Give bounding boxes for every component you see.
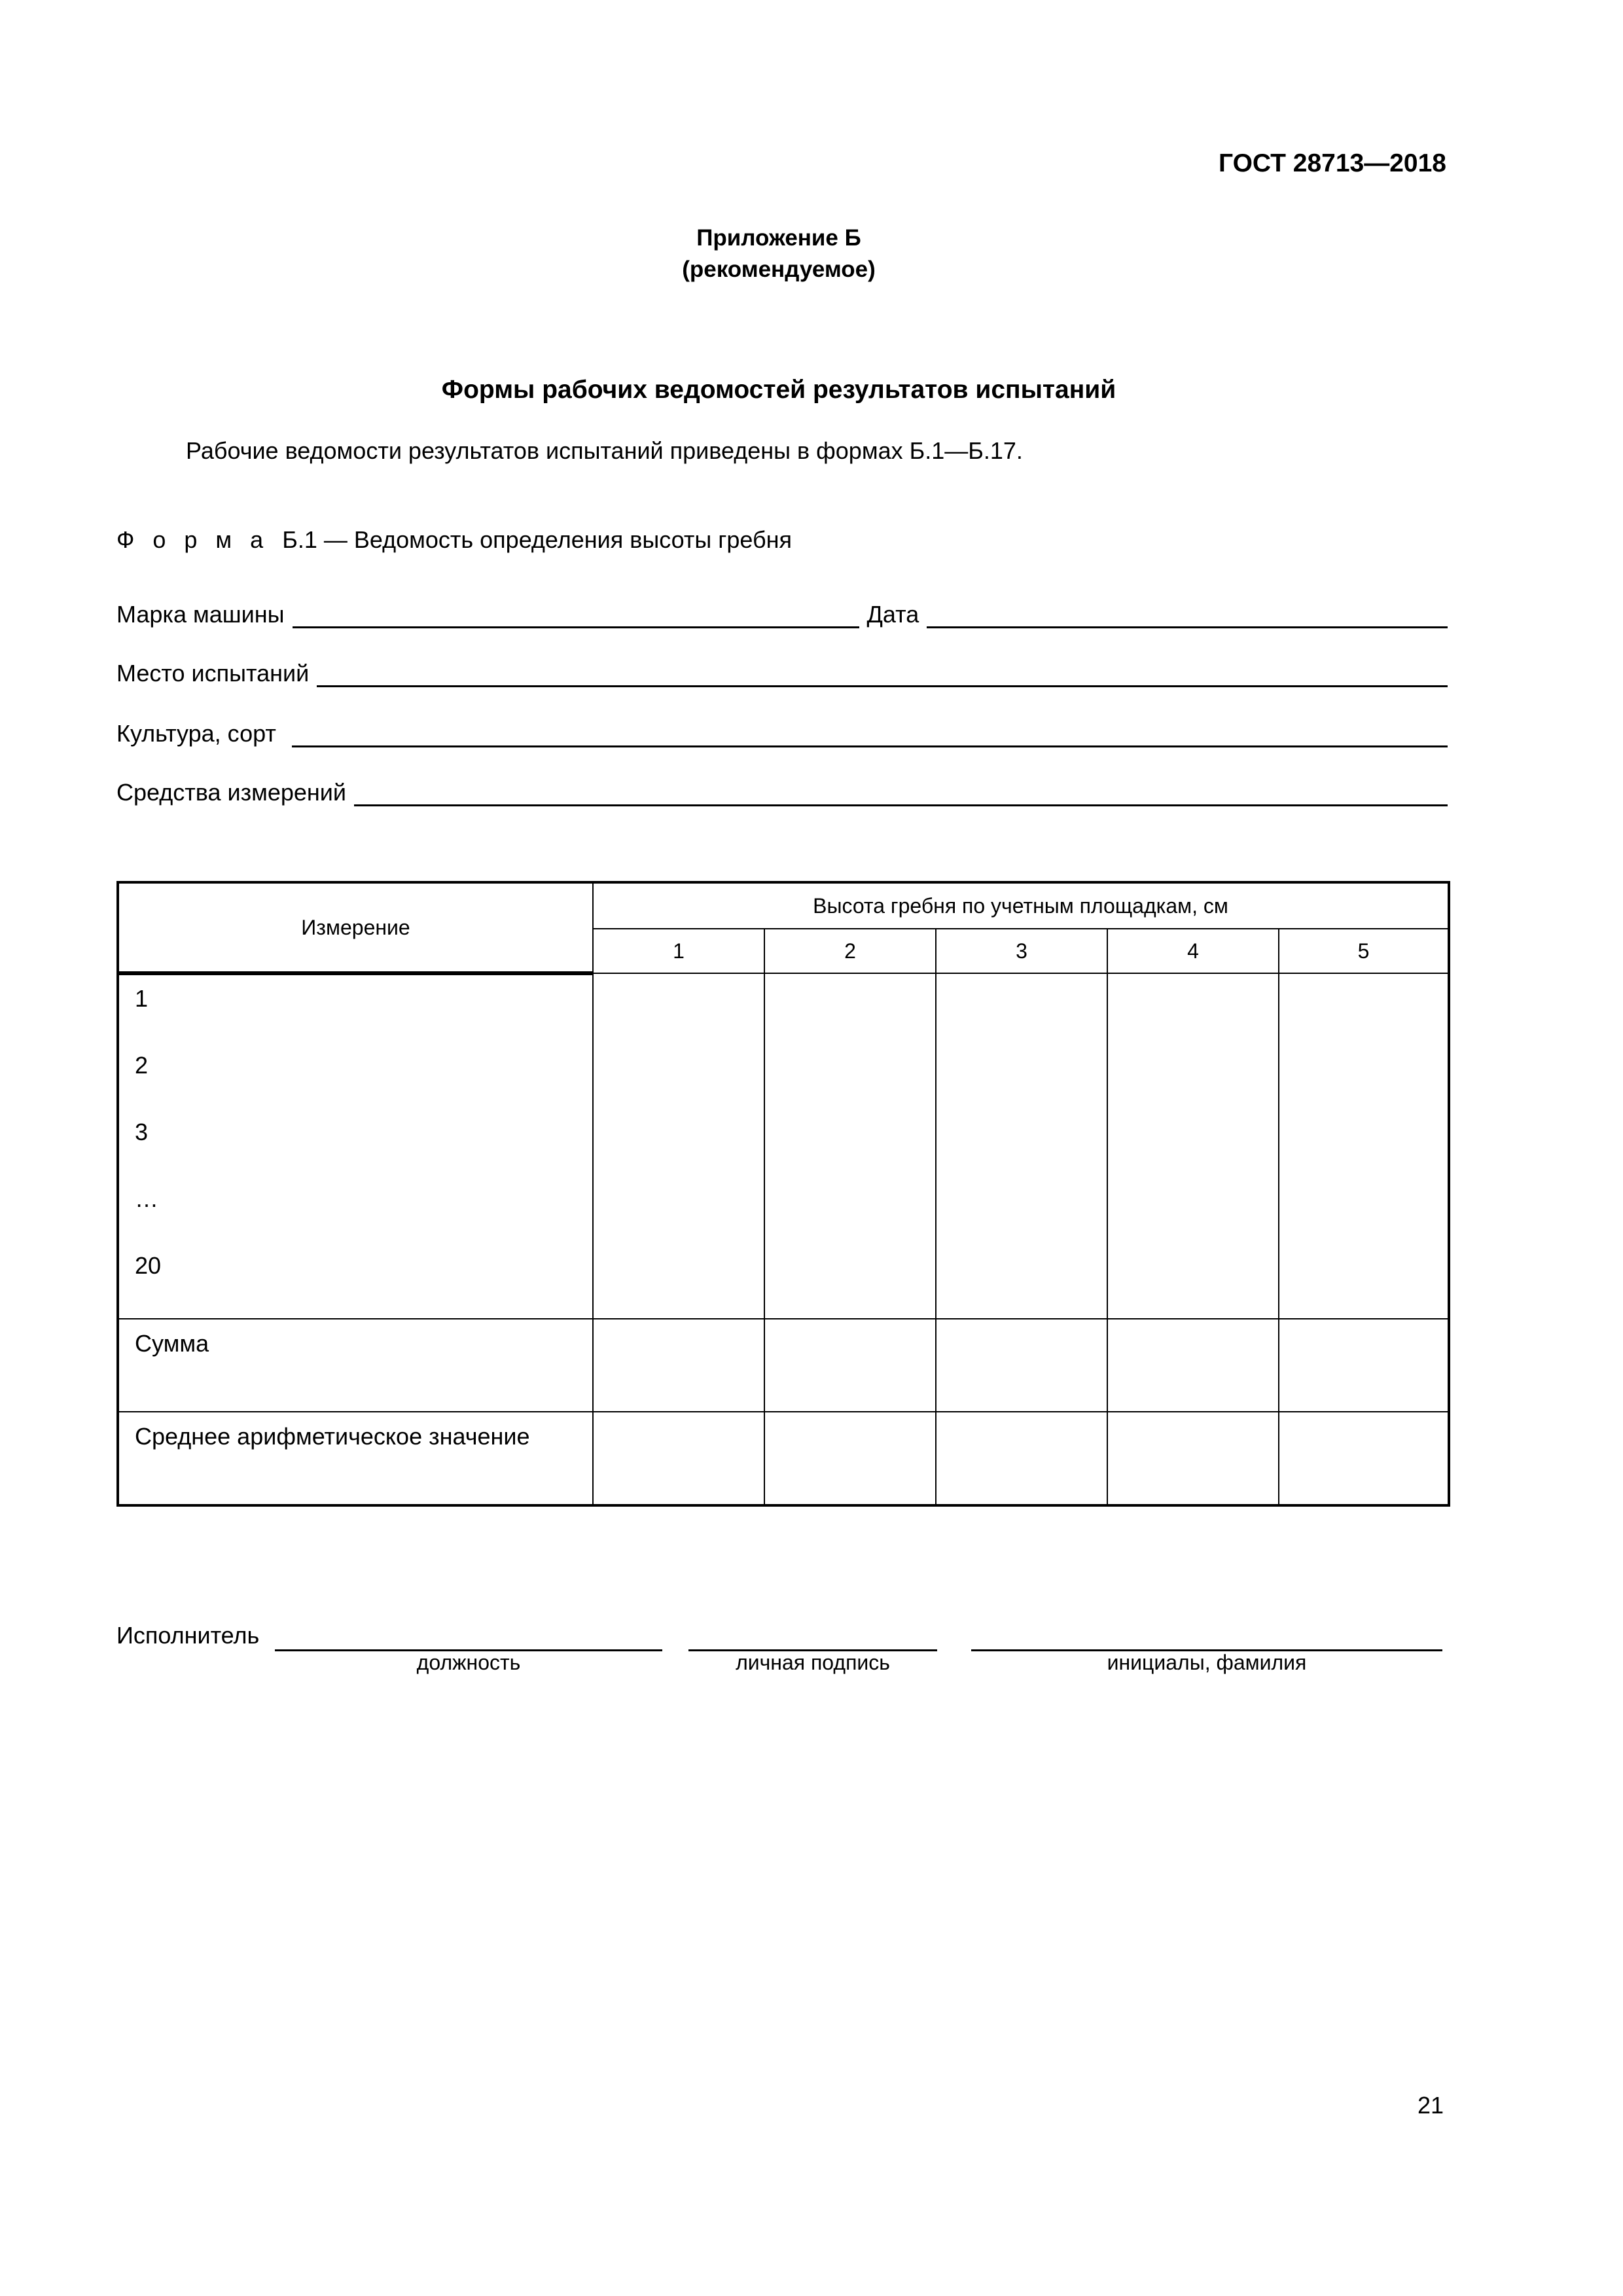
sum-label: Сумма xyxy=(118,1319,593,1412)
mean-cell[interactable] xyxy=(593,1412,764,1505)
standard-code: ГОСТ 28713—2018 xyxy=(1219,149,1446,177)
date-field[interactable] xyxy=(927,595,1448,628)
plot-header: 5 xyxy=(1279,929,1449,973)
executor-label: Исполнитель xyxy=(116,1622,260,1649)
instruments-label: Средства измерений xyxy=(116,779,347,806)
plot-header: 1 xyxy=(593,929,764,973)
form-prefix: Ф о р м а xyxy=(116,526,270,553)
measurement-table xyxy=(116,881,1450,1507)
page-number: 21 xyxy=(1417,2092,1444,2119)
mean-label: Среднее арифметическое значение xyxy=(118,1412,593,1505)
intro-paragraph: Рабочие ведомости результатов испытаний приведены в формах Б.1—Б.17. xyxy=(186,437,1023,464)
measurement-cell[interactable] xyxy=(936,973,1107,1319)
measurement-label: 3 xyxy=(135,1119,149,1145)
measurement-column-header: Измерение xyxy=(118,882,593,973)
sum-cell[interactable] xyxy=(1107,1319,1279,1412)
measurement-cell[interactable] xyxy=(593,973,764,1319)
sum-cell[interactable] xyxy=(593,1319,764,1412)
machine-brand-field[interactable] xyxy=(293,595,859,628)
measurement-cell[interactable] xyxy=(1279,973,1449,1319)
test-site-label: Место испытаний xyxy=(116,660,310,687)
mean-cell[interactable] xyxy=(764,1412,936,1505)
crop-variety-label: Культура, сорт xyxy=(116,720,276,747)
sum-cell[interactable] xyxy=(936,1319,1107,1412)
form-caption xyxy=(116,526,792,554)
measurement-labels xyxy=(118,973,593,1319)
ridge-height-group-header: Высота гребня по учетным площадкам, см xyxy=(593,882,1449,929)
mean-cell[interactable] xyxy=(1279,1412,1449,1505)
field-row-instruments xyxy=(116,775,1448,806)
mean-cell[interactable] xyxy=(1107,1412,1279,1505)
plot-header: 2 xyxy=(764,929,936,973)
date-label: Дата xyxy=(866,601,919,628)
field-row-crop xyxy=(116,716,1448,747)
test-site-field[interactable] xyxy=(317,654,1448,687)
plot-header: 3 xyxy=(936,929,1107,973)
measurement-cell[interactable] xyxy=(1107,973,1279,1319)
measurement-label: 1 xyxy=(135,985,149,1012)
measurement-cell[interactable] xyxy=(764,973,936,1319)
crop-variety-field[interactable] xyxy=(292,714,1448,747)
field-row-test-site xyxy=(116,656,1448,687)
form-title: Б.1 — Ведомость определения высоты гребня xyxy=(282,526,793,553)
appendix-title: Приложение Б xyxy=(696,225,861,251)
field-row-machine-date xyxy=(116,597,1448,628)
appendix-status: (рекомендуемое) xyxy=(682,257,876,282)
position-caption: должность xyxy=(416,1651,521,1674)
signature-caption: личная подпись xyxy=(736,1651,890,1674)
name-caption: инициалы, фамилия xyxy=(1107,1651,1307,1674)
mean-cell[interactable] xyxy=(936,1412,1107,1505)
machine-brand-label: Марка машины xyxy=(116,601,285,628)
measurement-label: 20 xyxy=(135,1252,162,1279)
plot-header: 4 xyxy=(1107,929,1279,973)
sum-cell[interactable] xyxy=(764,1319,936,1412)
section-title: Формы рабочих ведомостей результатов испытаний xyxy=(441,376,1116,404)
instruments-field[interactable] xyxy=(354,773,1448,806)
measurement-label: … xyxy=(135,1185,158,1212)
sum-cell[interactable] xyxy=(1279,1319,1449,1412)
measurement-label: 2 xyxy=(135,1052,149,1079)
